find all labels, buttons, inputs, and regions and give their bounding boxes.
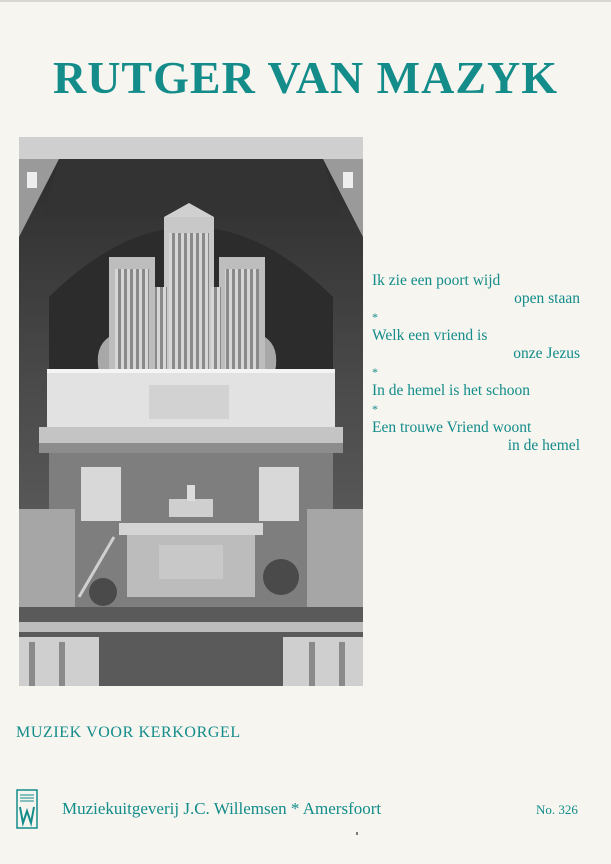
- print-mark: [356, 832, 358, 835]
- song-titles-list: [372, 272, 580, 455]
- song-title-line: Een trouwe Vriend woont: [372, 419, 532, 436]
- collection-subtitle: MUZIEK VOOR KERKORGEL: [16, 724, 241, 741]
- top-edge-line: [0, 0, 611, 2]
- song-title-line: Welk een vriend is: [372, 327, 488, 344]
- church-organ-photo: [19, 137, 363, 686]
- title-separator: *: [372, 365, 378, 379]
- catalog-number: No. 326: [536, 802, 578, 817]
- song-title: [372, 327, 580, 363]
- song-title: [372, 382, 580, 400]
- publisher-logo-icon: [16, 789, 38, 829]
- song-title-line: in de hemel: [507, 437, 580, 454]
- song-title-line: onze Jezus: [513, 345, 580, 362]
- composer-name: RUTGER VAN MAZYK: [52, 52, 559, 103]
- song-title: [372, 272, 580, 308]
- song-title-line: Ik zie een poort wijd: [372, 272, 501, 289]
- song-title-line: In de hemel is het schoon: [372, 382, 530, 399]
- song-title-line: open staan: [514, 290, 580, 307]
- song-title: [372, 419, 580, 455]
- title-separator: *: [372, 402, 378, 416]
- title-separator: *: [372, 310, 378, 324]
- publisher-line: Muziekuitgeverij J.C. Willemsen * Amersfoort: [62, 799, 382, 818]
